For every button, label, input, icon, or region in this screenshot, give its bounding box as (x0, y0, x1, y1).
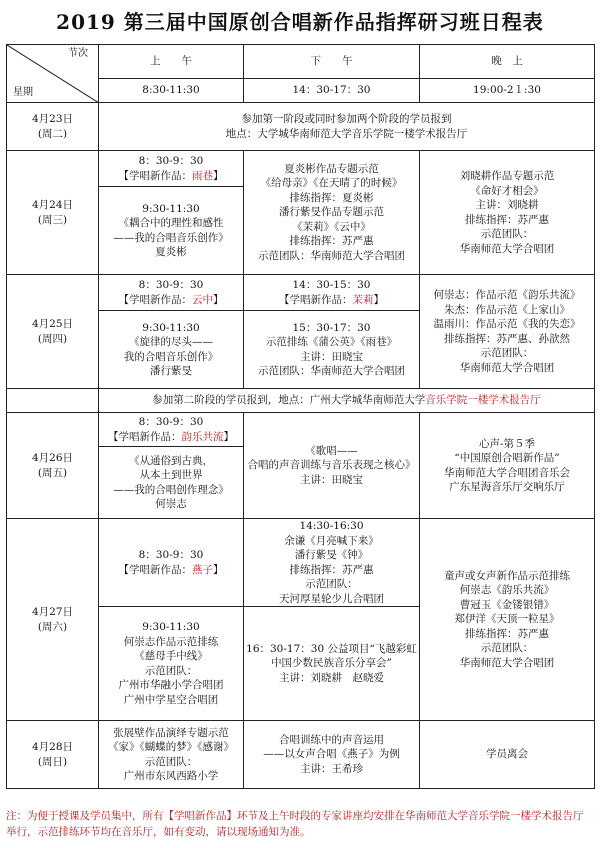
day5-am1: 8：30-9：30 【学唱新作品：燕子】 (99, 519, 244, 607)
day1-line2: 地点：大学城华南师范大学音乐学院一楼学术报告厅 (225, 127, 468, 140)
day4-eve: 心声-第５季 “中国原创合唱新作品” 华南师范大学合唱团音乐会 广东星海音乐厅交响乐厅 (420, 413, 595, 519)
day2-am1-time: 8：30-9：30 (138, 155, 204, 167)
day4-am1: 8：30-9：30 【学唱新作品：韵乐共流】 (99, 413, 244, 447)
day2-am1-song: 雨巷 (192, 169, 213, 182)
day2-eve: 刘晓耕作品专题示范 《命好才相会》 主讲：刘晓耕 排练指挥：苏严惠 示范团队： 华南师范大学合唱团 (420, 151, 595, 275)
day6-pm: 合唱训练中的声音运用 ——以女声合唱《燕子》为例 主讲：王希珍 (244, 721, 420, 789)
header-am-time: 8:30-11:30 (99, 79, 244, 103)
day2-date: 4月24日 (31, 199, 74, 211)
day5-date-cell (7, 519, 99, 721)
day2-am1-song-line: 【学唱新作品：雨巷】 (118, 169, 224, 182)
corner-cell (7, 45, 99, 103)
day1-line1: 参加第一阶段或同时参加两个阶段的学员报到 (241, 113, 452, 125)
day5-pm1: 14:30-16:30 余谦《月亮喊下来》 潘行紫旻《钟》 排练指挥：苏严惠 示范团队： 天河厚星轮少儿合唱团 (244, 519, 420, 607)
day4-weekday: (周五) (37, 466, 68, 479)
day4-date-cell (7, 413, 99, 519)
day1-weekday: (周二) (37, 127, 68, 140)
day6-am: 张展壁作品演绎专题示范 《家》《蝴蝶的梦》《感谢》 示范团队： 广州市东风西路小学 (99, 721, 244, 789)
day2-am1 (99, 151, 244, 187)
day3-registration: 参加第二阶段的学员报到，地点：广州大学城华南师范大学音乐学院一楼学术报告厅 (99, 389, 595, 413)
day3-date: 4月25日 (31, 318, 74, 330)
day6-date-cell (7, 721, 99, 789)
header-pm: 下 午 (244, 45, 420, 79)
day3-reg-empty (7, 389, 99, 413)
day5-pm2: 16：30-17：30 公益项目“飞越彩虹 中国少数民族音乐分享会” 主讲：刘晓耕 赵晓爱 (244, 607, 420, 721)
day6-weekday: (周日) (37, 755, 68, 768)
day4-am1-song: 韵乐共流 (181, 430, 224, 443)
day3-am1: 8：30-9：30 【学唱新作品：云中】 (99, 275, 244, 311)
day4-am2: 《从通俗到古典， 从本土到世界 ——我的合唱创作理念》 何崇志 (99, 447, 244, 519)
header-eve: 晚 上 (420, 45, 595, 79)
day3-date-cell (7, 275, 99, 389)
footnote: 注：为便于授课及学员集中，所有【学唱新作品】环节及上午时段的专家讲座均安排在华南师范大学音乐学院一楼学术报告厅举行，示范排练环节均在音乐厅，如有变动，请以现场通知为准。 (6, 810, 584, 838)
day1-date: 4月23日 (31, 113, 74, 125)
day4-pm: 《歌唱—— 合唱的声音训练与音乐表现之核心》 主讲：田晓宝 (244, 413, 420, 519)
day5-eve: 童声或女声新作品示范排练 何崇志《韵乐共流》 曹冠玉《金镂银错》 郑伊洋《天顶一粒星》 排练指挥：苏严惠 示范团队： 华南师范大学合唱团 (420, 519, 595, 721)
day6-eve: 学员离会 (420, 721, 595, 789)
day5-am1-song: 燕子 (192, 563, 213, 576)
header-pm-time: 14：30-17：30 (244, 79, 420, 103)
page-title: 2019 第三届中国原创合唱新作品指挥研习班日程表 (56, 10, 544, 34)
day3-pm1: 14：30-15：30 【学唱新作品：茉莉】 (244, 275, 420, 311)
day2-am2: 9:30-11:30 《耦合中的理性和感性 ——我的合唱音乐创作》 夏炎彬 (99, 187, 244, 275)
day2-date-cell (7, 151, 99, 275)
day1-content (99, 103, 595, 151)
day6-date: 4月28日 (31, 741, 74, 753)
day3-am1-song: 云中 (192, 293, 213, 306)
day3-registration-venue: 音乐学院一楼学术报告厅 (425, 394, 541, 407)
day1-date-cell (7, 103, 99, 151)
day3-pm2: 15：30-17：30 示范排练《蒲公英》《雨巷》 主讲：田晓宝 示范团队：华南师范大学合唱团 (244, 311, 420, 389)
day5-weekday: (周六) (37, 620, 68, 633)
corner-weekday-label: 星期 (13, 86, 33, 98)
day3-am2: 9:30-11:30 《旋律的尽头—— 我的合唱音乐创作》 潘行紫旻 (99, 311, 244, 389)
corner-section-label: 节次 (68, 48, 88, 59)
header-eve-time: 19:00-2１:30 (420, 79, 595, 103)
day4-date: 4月26日 (31, 452, 74, 464)
day3-pm1-song: 茉莉 (352, 293, 374, 306)
day2-pm: 夏炎彬作品专题示范 《给母亲》《在天晴了的时候》 排练指挥：夏炎彬 潘行紫旻作品专题示范 《茉莉》《云中》 排练指挥：苏严惠 示范团队：华南师范大学合唱团 (244, 151, 420, 275)
schedule-table (6, 44, 595, 789)
day3-eve: 何崇志：作品示范《韵乐共流》 朱杰：作品示范《上家山》 温雨川：作品示范《我的失恋》 排练指挥：苏严惠、孙歆然 示范团队： 华南师范大学合唱团 (420, 275, 595, 389)
day5-date: 4月27日 (31, 606, 74, 618)
header-am: 上 午 (99, 45, 244, 79)
day5-am2: 9:30-11:30 何崇志作品示范排练 《慈母手中线》 示范团队： 广州市华融小学合唱团 广州中学星空合唱团 (99, 607, 244, 721)
day3-weekday: (周四) (37, 332, 68, 345)
day2-weekday: (周三) (37, 213, 68, 226)
